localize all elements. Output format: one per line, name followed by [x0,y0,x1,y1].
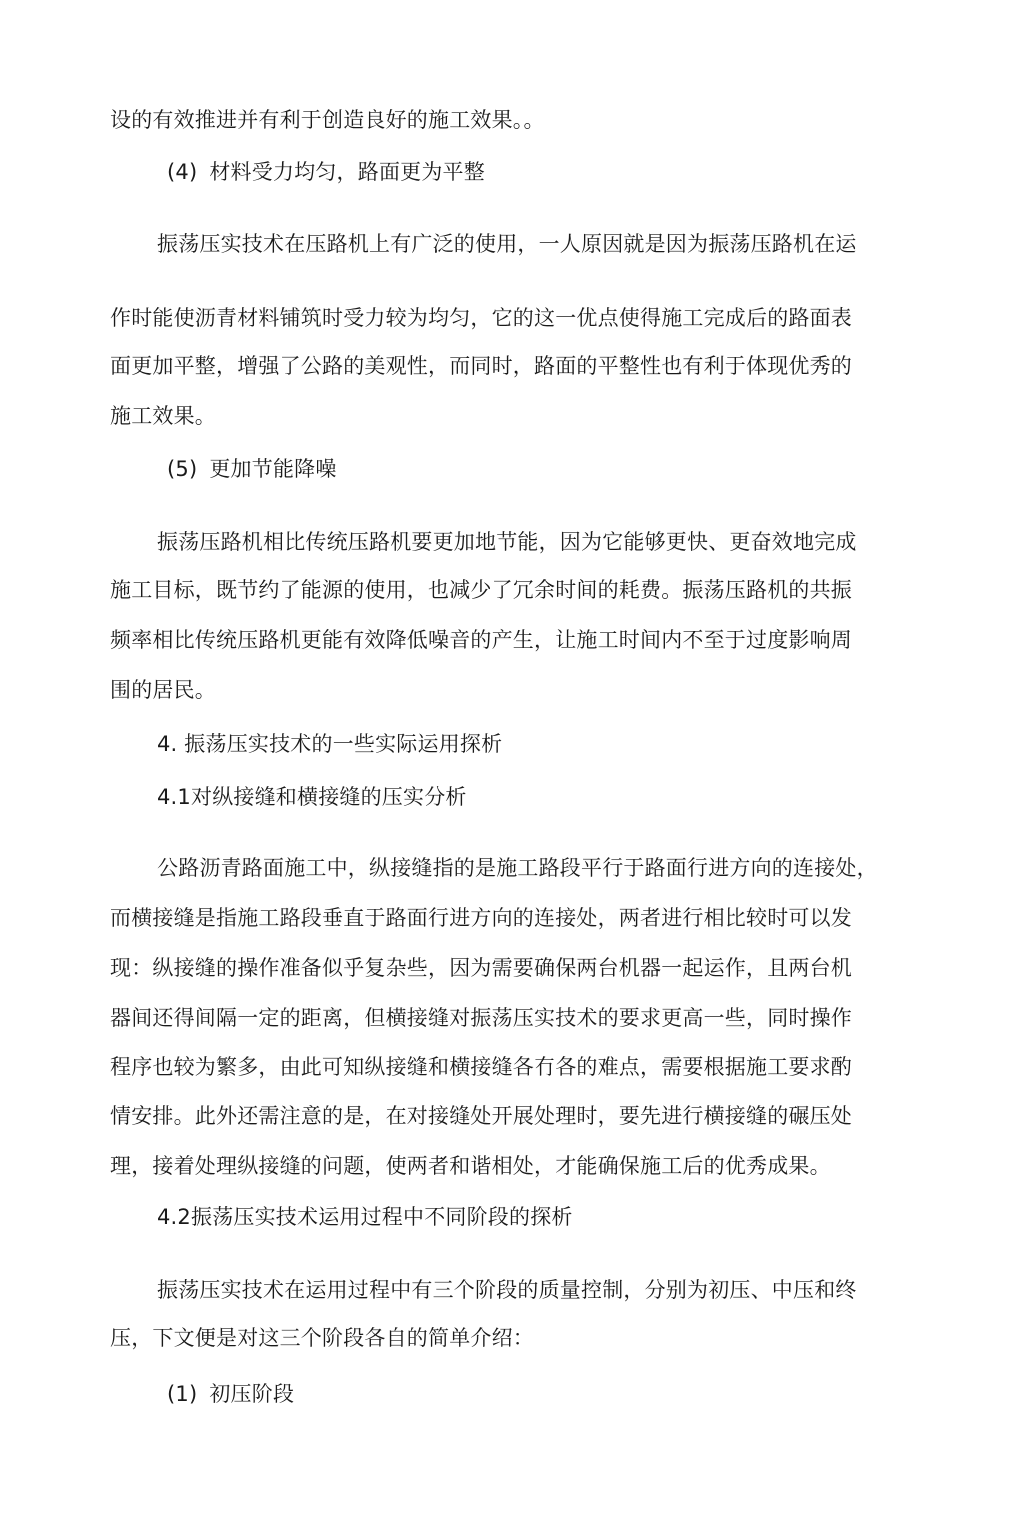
list-heading-text: 更加节能降噪 [209,457,337,481]
text-line: 现：纵接缝的操作准备似乎复杂些，因为需要确保两台机器一起运作，且两台机 [110,956,852,980]
text-line: 情安排。此外还需注意的是，在对接缝处开展处理时，要先进行横接缝的碾压处 [110,1104,852,1128]
text-line: 而横接缝是指施工路段垂直于路面行进方向的连接处，两者进行相比较时可以发 [110,906,852,930]
section-heading: 4. 振荡压实技术的一些实际运用探析 [157,732,503,756]
list-number: (1) [167,1382,198,1406]
list-heading [167,455,337,483]
text-line: 围的居民。 [110,678,216,702]
list-number: (4) [167,160,198,184]
text-line: 施工效果。 [110,404,216,428]
text-line: 理，接着处理纵接缝的问题，使两者和谐相处，才能确保施工后的优秀成果。 [110,1154,831,1178]
subsection-heading: 4.1对纵接缝和横接缝的压实分析 [157,785,467,809]
list-number: (5) [167,457,198,481]
list-heading [167,158,485,186]
text-line: 施工目标，既节约了能源的使用，也减少了冗余时间的耗费。振荡压路机的共振 [110,578,852,602]
paragraph-first-line: 公路沥青路面施工中，纵接缝指的是施工路段平行于路面行进方向的连接处， [157,856,878,880]
paragraph-first-line: 振荡压实技术在运用过程中有三个阶段的质量控制，分别为初压、中压和终 [157,1278,857,1302]
list-heading [167,1380,294,1408]
paragraph-first-line: 振荡压实技术在压路机上有广泛的使用，一人原因就是因为振荡压路机在运 [157,232,857,256]
text-line: 面更加平整，增强了公路的美观性，而同时，路面的平整性也有利于体现优秀的 [110,354,852,378]
paragraph-first-line: 振荡压路机相比传统压路机要更加地节能，因为它能够更快、更奋效地完成 [157,530,857,554]
text-line: 设的有效推进并有利于创造良好的施工效果。。 [110,108,545,132]
text-line: 作时能使沥青材料铺筑时受力较为均匀，它的这一优点使得施工完成后的路面表 [110,306,852,330]
text-line: 压，下文便是对这三个阶段各自的简单介绍： [110,1326,534,1350]
text-line: 频率相比传统压路机更能有效降低噪音的产生，让施工时间内不至于过度影响周 [110,628,852,652]
subsection-heading: 4.2振荡压实技术运用过程中不同阶段的探析 [157,1205,573,1229]
text-line: 器间还得间隔一定的距离，但横接缝对振荡压实技术的要求更高一些，同时操作 [110,1006,852,1030]
list-heading-text: 材料受力均匀，路面更为平整 [209,160,485,184]
list-heading-text: 初压阶段 [209,1382,295,1406]
text-line: 程序也较为繁多，由此可知纵接缝和横接缝各冇各的难点，需要根据施工要求酌 [110,1055,852,1079]
